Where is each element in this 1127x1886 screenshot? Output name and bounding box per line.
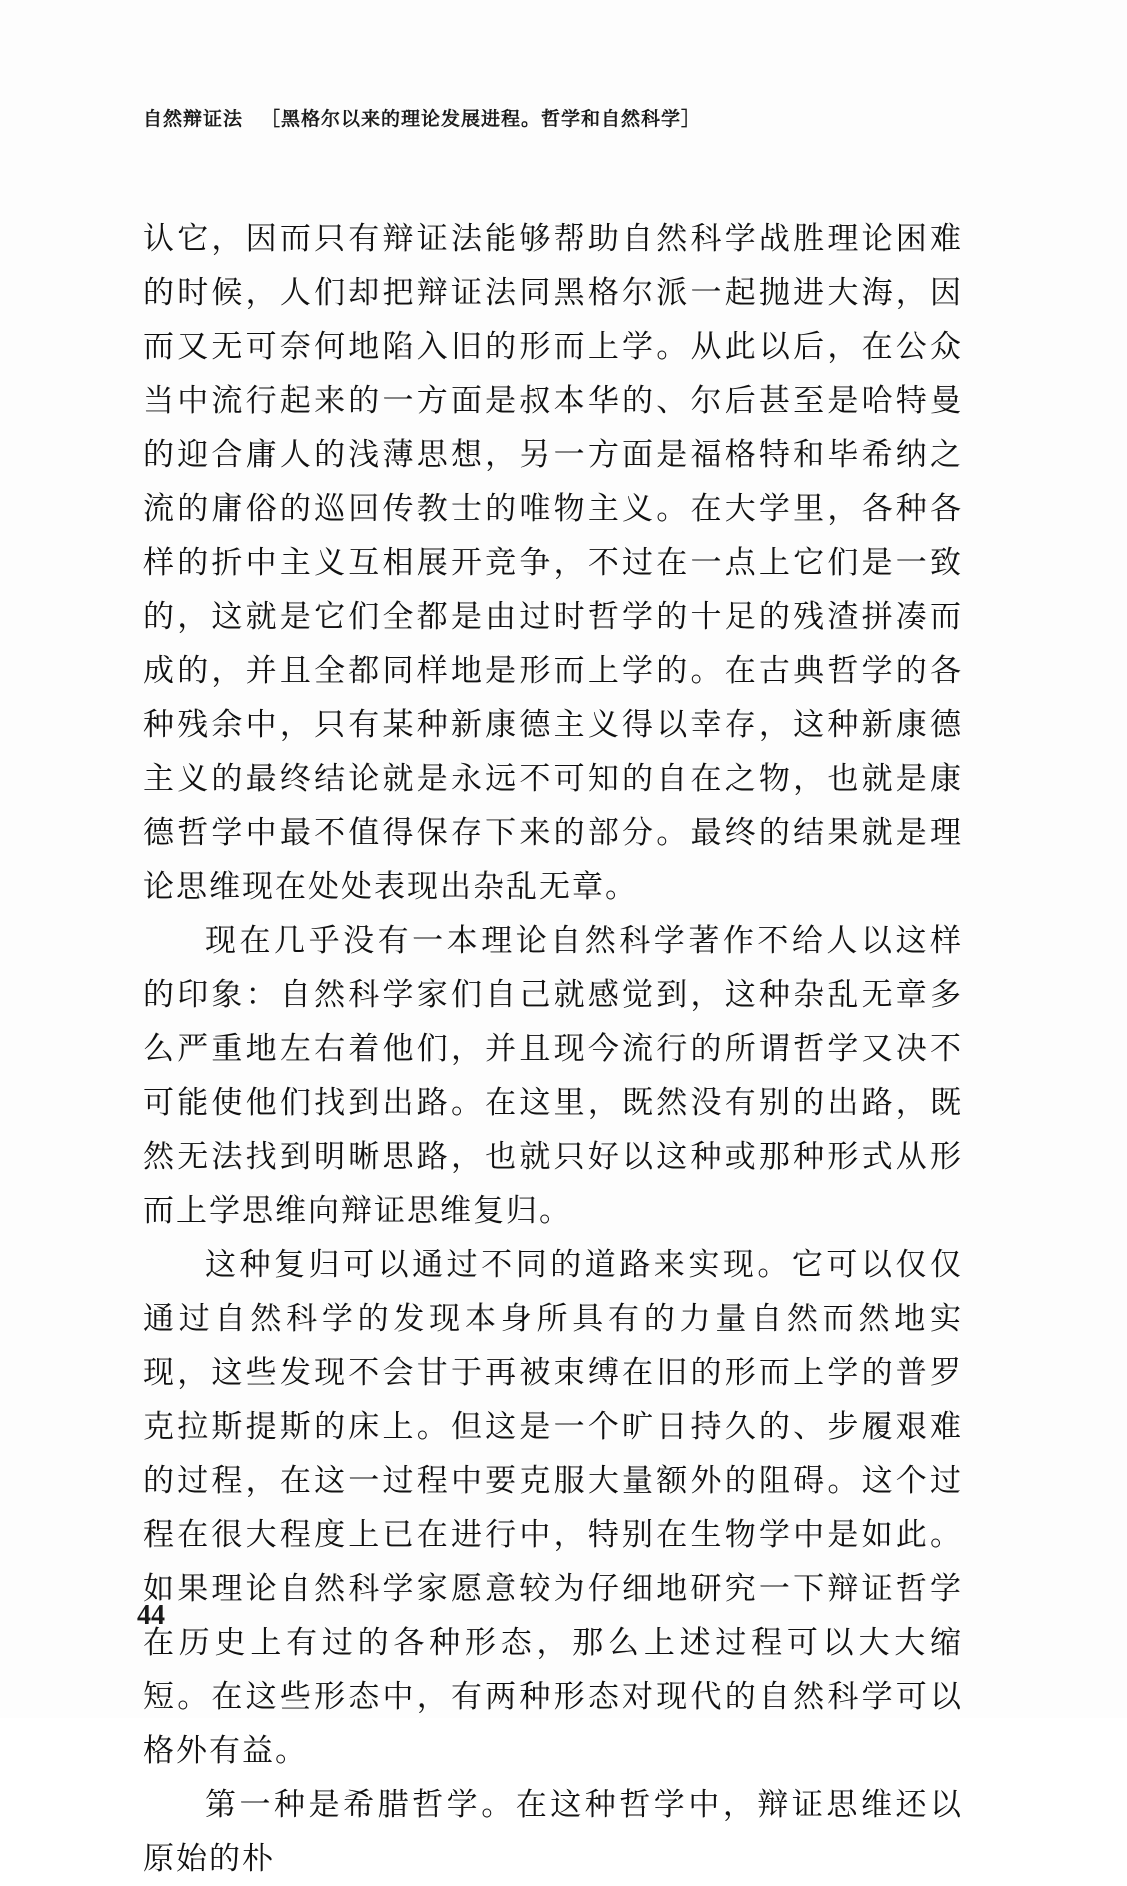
running-head xyxy=(143,104,701,131)
section-title: ［黑格尔以来的理论发展进程。哲学和自然科学］ xyxy=(261,108,702,130)
paragraph: 这种复归可以通过不同的道路来实现。它可以仅仅通过自然科学的发现本身所具有的力量自然而然地实现，这些发现不会甘于再被束缚在旧的形而上学的普罗克拉斯提斯的床上。但这是一个旷日持久的、步履艰难的过程，在这一过程中要克服大量额外的阻碍。这个过程在很大程度上已在进行中，特别在生物学中是如此。如果理论自然科学家愿意较为仔细地研究一下辩证哲学在历史上有过的各种形态，那么上述过程可以大大缩短。在这些形态中，有两种形态对现代的自然科学可以格外有益。 xyxy=(143,1247,963,1769)
page-number: 44 xyxy=(137,1600,165,1631)
body-text xyxy=(143,212,963,1886)
book-title: 自然辩证法 xyxy=(143,108,244,130)
paragraph: 现在几乎没有一本理论自然科学著作不给人以这样的印象：自然科学家们自己就感觉到，这种杂乱无章多么严重地左右着他们，并且现今流行的所谓哲学又决不可能使他们找到出路。在这里，既然没有别的出路，既然无法找到明晰思路，也就只好以这种或那种形式从形而上学思维向辩证思维复归。 xyxy=(143,923,963,1229)
paragraph: 第一种是希腊哲学。在这种哲学中，辩证思维还以原始的朴 xyxy=(143,1787,963,1877)
paragraph-continued: 认它，因而只有辩证法能够帮助自然科学战胜理论困难的时候，人们却把辩证法同黑格尔派一起抛进大海，因而又无可奈何地陷入旧的形而上学。从此以后，在公众当中流行起来的一方面是叔本华的、尔后甚至是哈特曼的迎合庸人的浅薄思想，另一方面是福格特和毕希纳之流的庸俗的巡回传教士的唯物主义。在大学里，各种各样的折中主义互相展开竞争，不过在一点上它们是一致的，这就是它们全都是由过时哲学的十足的残渣拼凑而成的，并且全都同样地是形而上学的。在古典哲学的各种残余中，只有某种新康德主义得以幸存，这种新康德主义的最终结论就是永远不可知的自在之物，也就是康德哲学中最不值得保存下来的部分。最终的结果就是理论思维现在处处表现出杂乱无章。 xyxy=(143,221,963,905)
